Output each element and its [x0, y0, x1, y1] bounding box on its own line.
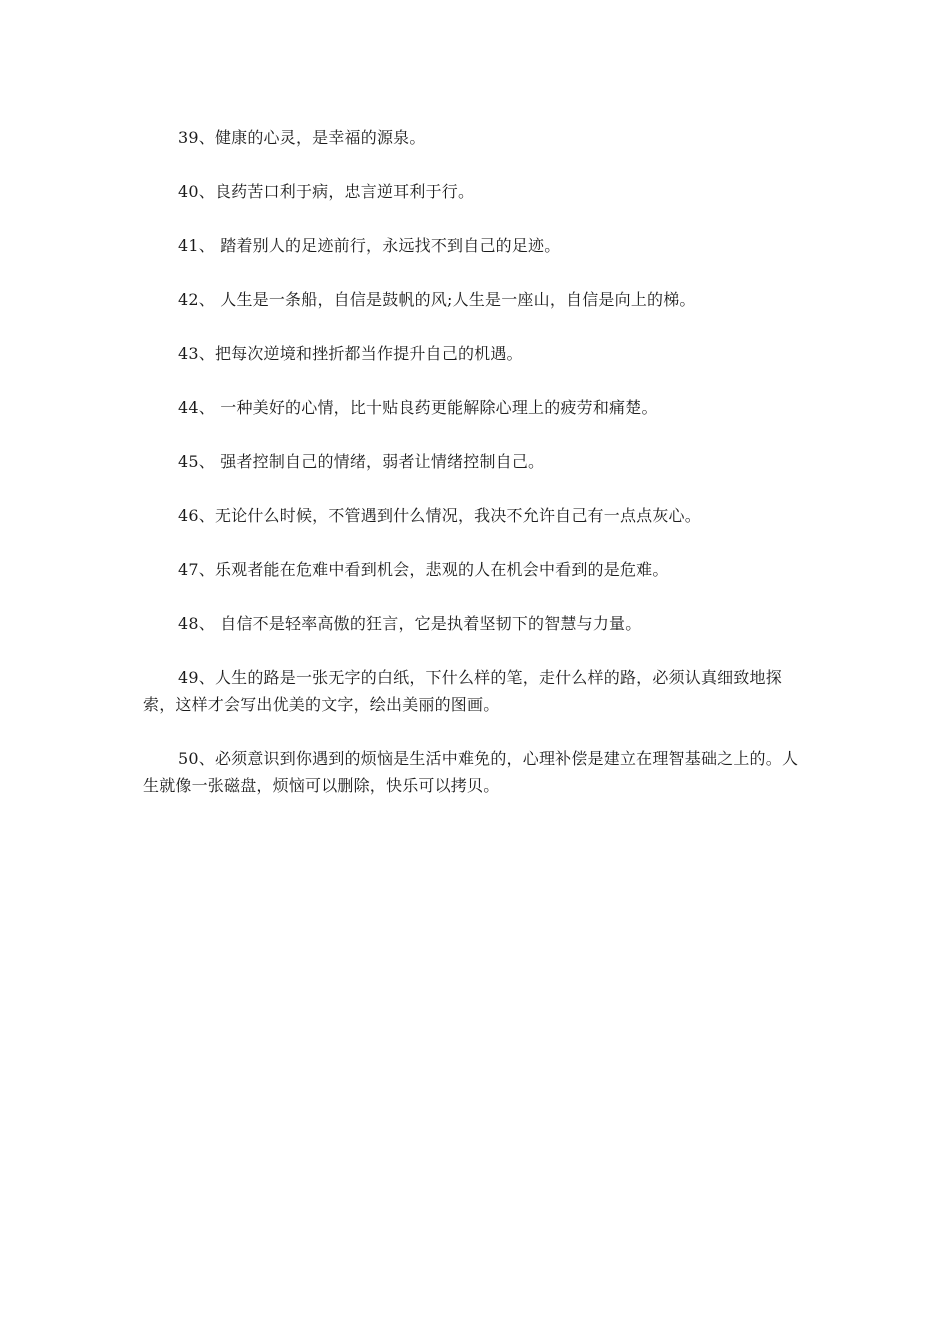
- quote-48: 48、 自信不是轻率高傲的狂言，它是执着坚韧下的智慧与力量。: [178, 614, 642, 633]
- quote-40: 40、良药苦口利于病，忠言逆耳利于行。: [178, 182, 475, 201]
- quote-41: 41、 踏着别人的足迹前行，永远找不到自己的足迹。: [178, 236, 561, 255]
- quote-50: 50、必须意识到你遇到的烦恼是生活中难免的，心理补偿是建立在理智基础之上的。人生就像一张磁盘，烦恼可以删除，快乐可以拷贝。: [143, 749, 799, 795]
- quote-47: 47、乐观者能在危难中看到机会，悲观的人在机会中看到的是危难。: [178, 560, 669, 579]
- quote-43: 43、把每次逆境和挫折都当作提升自己的机遇。: [178, 344, 523, 363]
- quote-44: 44、 一种美好的心情，比十贴良药更能解除心理上的疲劳和痛楚。: [178, 398, 658, 417]
- quote-45: 45、 强者控制自己的情绪，弱者让情绪控制自己。: [178, 452, 545, 471]
- quote-42: 42、 人生是一条船，自信是鼓帆的风;人生是一座山，自信是向上的梯。: [178, 290, 696, 309]
- quote-list: [143, 124, 811, 826]
- quote-49: 49、人生的路是一张无字的白纸，下什么样的笔，走什么样的路，必须认真细致地探索，这样才会写出优美的文字，绘出美丽的图画。: [143, 668, 782, 714]
- quote-39: 39、健康的心灵，是幸福的源泉。: [178, 128, 426, 147]
- quote-46: 46、无论什么时候，不管遇到什么情况，我决不允许自己有一点点灰心。: [178, 506, 701, 525]
